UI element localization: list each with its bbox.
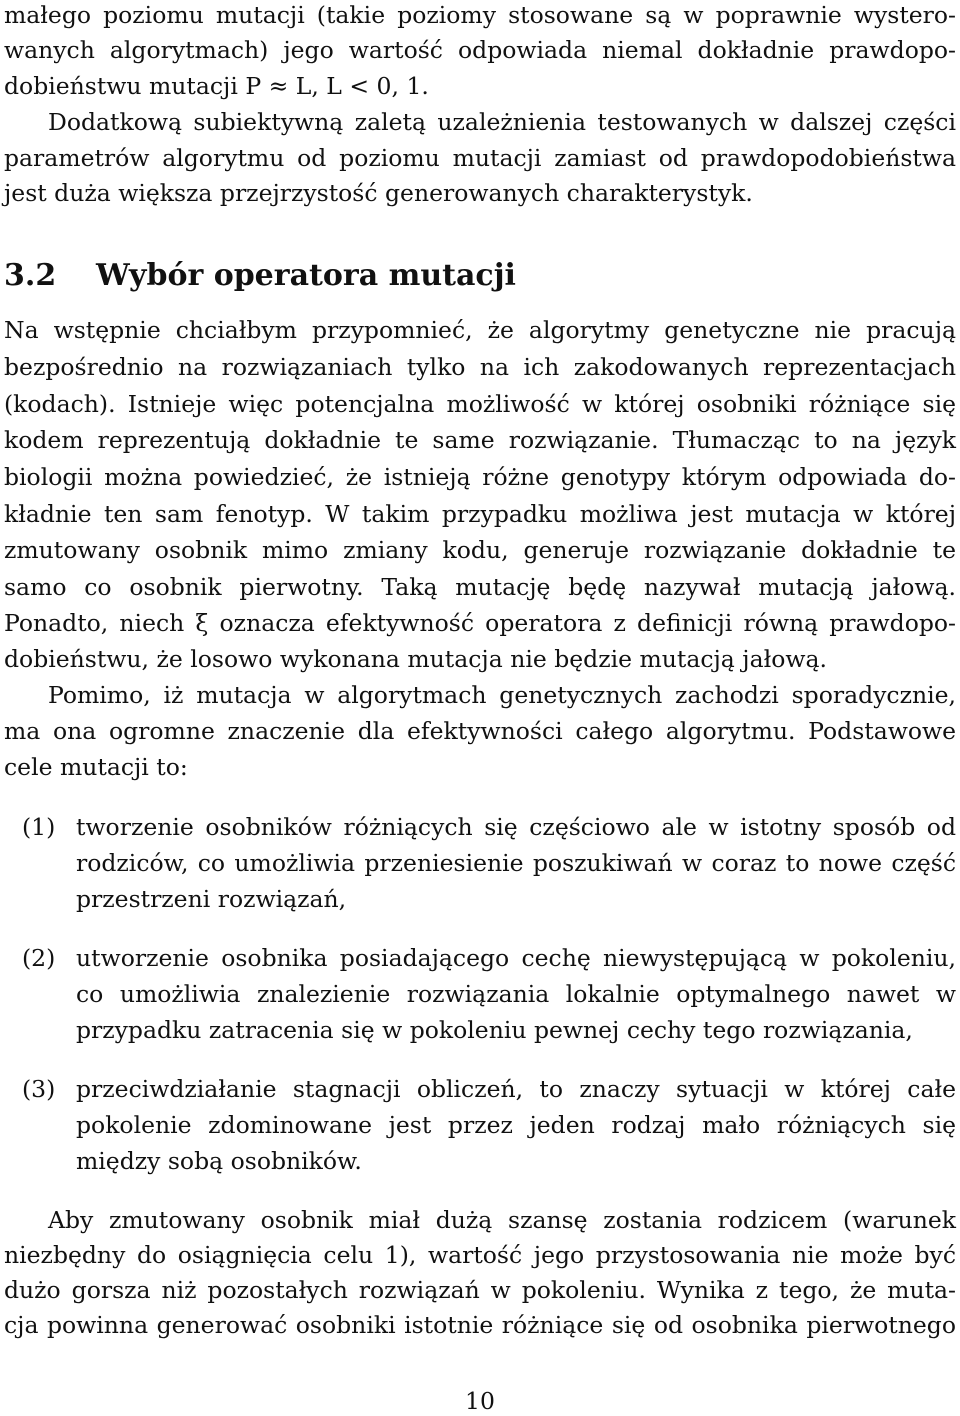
paragraph-line: biologii można powiedzieć, że istnieją różne genotypy którym odpowiada do-	[4, 463, 956, 491]
section-heading	[4, 256, 516, 296]
intro-line: dobieństwu mutacji P ≈ L, L < 0, 1.	[4, 72, 429, 100]
list-item-line: przypadku zatracenia się w pokoleniu pewnej cechy tego rozwiązania,	[76, 1016, 913, 1044]
paragraph-line: cele mutacji to:	[4, 753, 188, 781]
list-item-line: utworzenie osobnika posiadającego cechę niewystępującą w pokoleniu,	[76, 944, 956, 972]
list-item-line: między sobą osobników.	[76, 1147, 362, 1175]
paragraph-line: samo co osobnik pierwotny. Taką mutację będę nazywał mutacją jałową.	[4, 573, 956, 601]
paragraph-line: bezpośrednio na rozwiązaniach tylko na ich zakodowanych reprezentacjach	[4, 353, 956, 381]
paragraph-line: Ponadto, niech ξ oznacza efektywność operatora z definicji równą prawdopo-	[4, 609, 956, 637]
paragraph-line: (kodach). Istnieje więc potencjalna możliwość w której osobniki różniące się	[4, 390, 956, 418]
paragraph-line: zmutowany osobnik mimo zmiany kodu, generuje rozwiązanie dokładnie te	[4, 536, 956, 564]
list-item-line: przeciwdziałanie stagnacji obliczeń, to znaczy sytuacji w której całe	[76, 1075, 956, 1103]
list-item-number: (1)	[22, 813, 56, 841]
list-item-number: (3)	[22, 1075, 56, 1103]
paragraph-line: kodem reprezentują dokładnie te same rozwiązanie. Tłumacząc to na język	[4, 426, 956, 454]
paragraph-line: Na wstępnie chciałbym przypomnieć, że algorytmy genetyczne nie pracują	[4, 316, 956, 344]
section-title: Wybór operatora mutacji	[96, 258, 516, 293]
list-item-number: (2)	[22, 944, 56, 972]
list-item-line: rodziców, co umożliwia przeniesienie poszukiwań w coraz to nowe część	[76, 849, 956, 877]
paragraph-line: dużo gorsza niż pozostałych rozwiązań w pokoleniu. Wynika z tego, że muta-	[4, 1276, 956, 1304]
section-number: 3.2	[4, 258, 57, 293]
page-number: 10	[465, 1387, 495, 1415]
paragraph-line: Aby zmutowany osobnik miał dużą szansę zostania rodzicem (warunek	[48, 1206, 956, 1234]
list-item-line: pokolenie zdominowane jest przez jeden rodzaj mało różniących się	[76, 1111, 956, 1139]
intro-line: Dodatkową subiektywną zaletą uzależnienia testowanych w dalszej części	[48, 108, 956, 136]
list-item-line: tworzenie osobników różniących się częściowo ale w istotny sposób od	[76, 813, 956, 841]
intro-line: małego poziomu mutacji (takie poziomy stosowane są w poprawnie wystero-	[4, 1, 956, 29]
intro-line: jest duża większa przejrzystość generowanych charakterystyk.	[4, 179, 753, 207]
paragraph-line: Pomimo, iż mutacja w algorytmach genetycznych zachodzi sporadycznie,	[48, 681, 956, 709]
paragraph-line: niezbędny do osiągnięcia celu 1), wartość jego przystosowania nie może być	[4, 1241, 956, 1269]
paragraph-line: dobieństwu, że losowo wykonana mutacja nie będzie mutacją jałową.	[4, 645, 827, 673]
intro-line: parametrów algorytmu od poziomu mutacji zamiast od prawdopodobieństwa	[4, 144, 956, 172]
paragraph-line: cja powinna generować osobniki istotnie różniące się od osobnika pierwotnego	[4, 1311, 956, 1339]
intro-line: wanych algorytmach) jego wartość odpowiada niemal dokładnie prawdopo-	[4, 36, 956, 64]
paragraph-line: kładnie ten sam fenotyp. W takim przypadku możliwa jest mutacja w której	[4, 500, 956, 528]
list-item-line: co umożliwia znalezienie rozwiązania lokalnie optymalnego nawet w	[76, 980, 956, 1008]
list-item-line: przestrzeni rozwiązań,	[76, 885, 347, 913]
paragraph-line: ma ona ogromne znaczenie dla efektywności całego algorytmu. Podstawowe	[4, 717, 956, 745]
